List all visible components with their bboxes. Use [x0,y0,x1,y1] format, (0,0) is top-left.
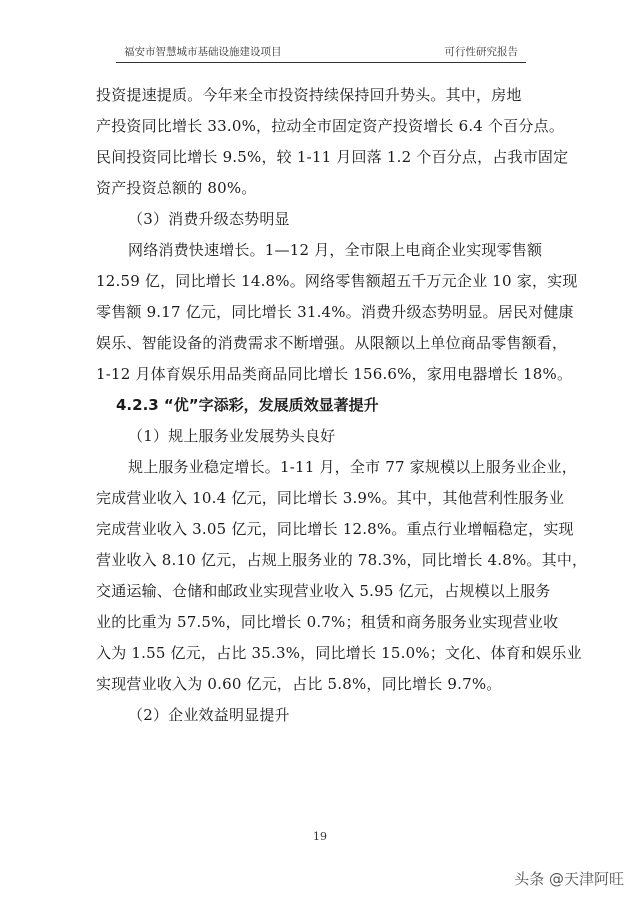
paragraph-line: 投资提速提质。今年来全市投资持续保持回升势头。其中，房地 [96,86,522,104]
paragraph-line: 民间投资同比增长 9.5%，较 1-11 月回落 1.2 个百分点，占我市固定 [96,148,569,166]
paragraph-line: 网络消费快速增长。1—12 月，全市限上电商企业实现零售额 [128,241,543,259]
subheading-consumption: （3）消费升级态势明显 [128,210,290,228]
page-header [116,38,526,63]
paragraph-line: 娱乐、智能设备的消费需求不断增强。从限额以上单位商品零售额看， [96,334,568,352]
paragraph-line: 完成营业收入 3.05 亿元，同比增长 12.8%。重点行业增幅稳定，实现 [96,520,574,538]
paragraph-line: 12.59 亿，同比增长 14.8%。网络零售额超五千万元企业 10 家，实现 [96,272,578,290]
paragraph-line: 1-12 月体育娱乐用品类商品同比增长 156.6%，家用电器增长 18%。 [96,365,573,383]
paragraph-line: 业的比重为 57.5%，同比增长 0.7%；租赁和商务服务业实现营业收 [96,613,559,631]
subheading-enterprise-benefit: （2）企业效益明显提升 [128,706,290,724]
paragraph-line: 入为 1.55 亿元，占比 35.3%，同比增长 15.0%；文化、体育和娱乐业 [96,644,582,662]
header-report-type: 可行性研究报告 [444,46,518,58]
paragraph-line: 完成营业收入 10.4 亿元，同比增长 3.9%。其中，其他营利性服务业 [96,489,565,507]
section-title-4-2-3: 4.2.3 “优”字添彩，发展质效显著提升 [116,396,379,414]
body-text [96,80,588,731]
paragraph-line: 规上服务业稳定增长。1-11 月，全市 77 家规模以上服务业企业， [128,458,577,476]
watermark: 头条 @天津阿旺 [514,870,624,888]
subheading-services: （1）规上服务业发展势头良好 [128,427,336,445]
paragraph-line: 资产投资总额的 80%。 [96,179,257,197]
paragraph-line: 零售额 9.17 亿元，同比增长 31.4%。消费升级态势明显。居民对健康 [96,303,574,321]
paragraph-line: 交通运输、仓储和邮政业实现营业收入 5.95 亿元，占规模以上服务 [96,582,551,600]
paragraph-line: 营业收入 8.10 亿元，占规上服务业的 78.3%，同比增长 4.8%。其中， [96,551,588,569]
page-number: 19 [313,830,327,843]
header-project-title: 福安市智慧城市基础设施建设项目 [124,46,282,58]
paragraph-line: 实现营业收入为 0.60 亿元，占比 5.8%，同比增长 9.7%。 [96,675,502,693]
paragraph-line: 产投资同比增长 33.0%，拉动全市固定资产投资增长 6.4 个百分点。 [96,117,565,135]
